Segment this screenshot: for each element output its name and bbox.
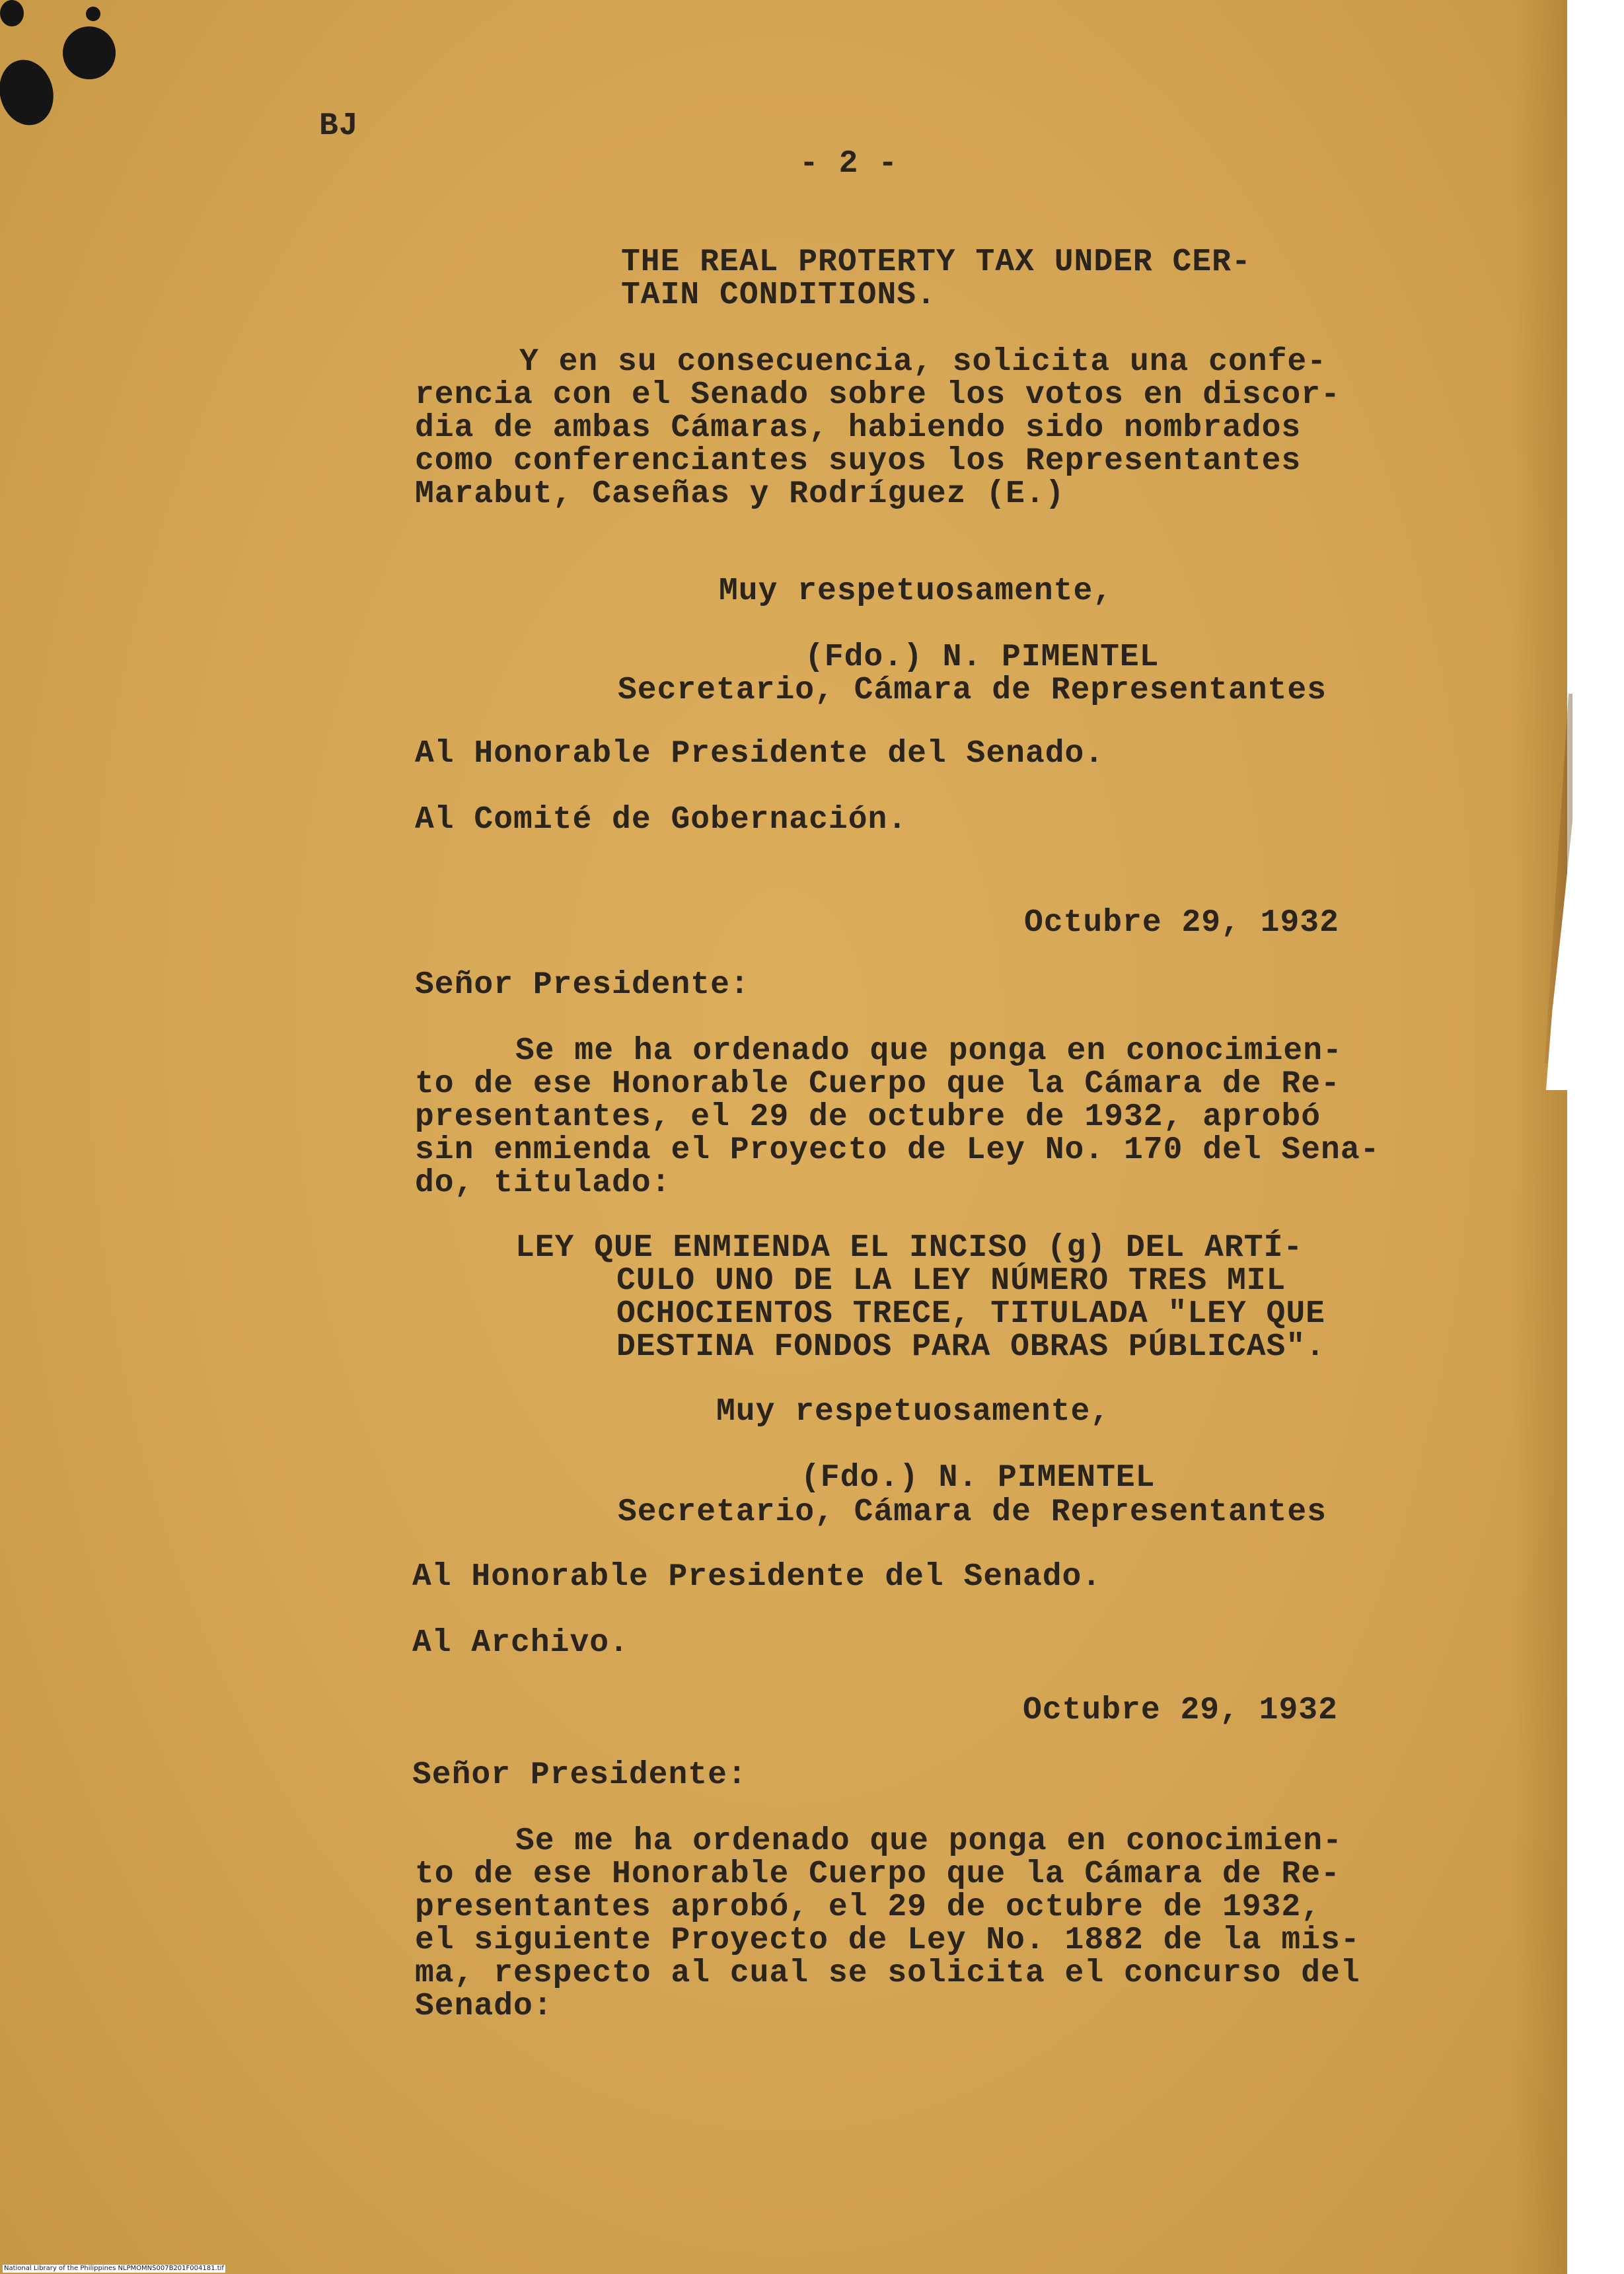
paragraph-line: to de ese Honorable Cuerpo que la Cámara de Re-: [415, 1856, 1341, 1892]
letter-date: Octubre 29, 1932: [1023, 1693, 1338, 1728]
paragraph-line: to de ese Honorable Cuerpo que la Cámara de Re-: [415, 1066, 1341, 1102]
signature: (Fdo.) N. PIMENTEL: [805, 640, 1160, 675]
closing: Muy respetuosamente,: [719, 573, 1113, 609]
referral: Al Archivo.: [412, 1625, 629, 1661]
ink-blot: [63, 26, 116, 79]
paragraph-line: do, titulado:: [415, 1165, 671, 1201]
bill-title-line: THE REAL PROTERTY TAX UNDER CER-: [621, 244, 1251, 280]
bill-title-line: DESTINA FONDOS PARA OBRAS PÚBLICAS".: [616, 1329, 1325, 1365]
paragraph-line: Marabut, Caseñas y Rodríguez (E.): [415, 476, 1065, 512]
paragraph-line: como conferenciantes suyos los Representantes: [415, 443, 1302, 479]
signer-title: Secretario, Cámara de Representantes: [618, 1494, 1327, 1530]
ink-blot: [0, 0, 24, 26]
paragraph-line: presentantes, el 29 de octubre de 1932, aprobó: [415, 1099, 1321, 1135]
referral: Al Comité de Gobernación.: [415, 802, 908, 838]
bill-title-line: CULO UNO DE LA LEY NÚMERO TRES MIL: [616, 1263, 1286, 1299]
addressee: Al Honorable Presidente del Senado.: [412, 1559, 1102, 1595]
closing: Muy respetuosamente,: [716, 1394, 1111, 1430]
paragraph-line: Se me ha ordenado que ponga en conocimien-: [515, 1823, 1343, 1859]
bill-title-line: LEY QUE ENMIENDA EL INCISO (g) DEL ARTÍ-: [515, 1230, 1304, 1266]
paragraph-line: ma, respecto al cual se solicita el concurso del: [415, 1956, 1360, 1991]
signer-title: Secretario, Cámara de Representantes: [618, 673, 1327, 708]
paragraph-line: Senado:: [415, 1989, 553, 2024]
header-initials: BJ: [319, 108, 359, 144]
signature: (Fdo.) N. PIMENTEL: [801, 1460, 1156, 1496]
paragraph-line: dia de ambas Cámaras, habiendo sido nombrados: [415, 410, 1302, 446]
paragraph-line: sin enmienda el Proyecto de Ley No. 170 del Sena-: [415, 1132, 1380, 1168]
archive-credit: National Library of the Philippines NLPMOMNS007B201F004181.tif: [4, 2265, 224, 2272]
page-number: - 2 -: [799, 146, 899, 182]
bill-title-line: TAIN CONDITIONS.: [621, 277, 936, 313]
paper-edge-shading: [1513, 0, 1567, 2274]
paragraph-line: el siguiente Proyecto de Ley No. 1882 de la mis-: [415, 1923, 1360, 1958]
bill-title-line: OCHOCIENTOS TRECE, TITULADA "LEY QUE: [616, 1296, 1325, 1332]
paragraph-line: rencia con el Senado sobre los votos en discor-: [415, 377, 1341, 413]
addressee: Al Honorable Presidente del Senado.: [415, 736, 1105, 772]
salutation: Señor Presidente:: [415, 967, 750, 1003]
paragraph-line: Y en su consecuencia, solicita una confe-: [519, 344, 1327, 380]
paragraph-line: presentantes aprobó, el 29 de octubre de 1932,: [415, 1889, 1321, 1925]
paragraph-line: Se me ha ordenado que ponga en conocimien-: [515, 1033, 1343, 1069]
ink-blot: [86, 7, 100, 21]
salutation: Señor Presidente:: [412, 1757, 747, 1793]
letter-date: Octubre 29, 1932: [1024, 905, 1339, 941]
